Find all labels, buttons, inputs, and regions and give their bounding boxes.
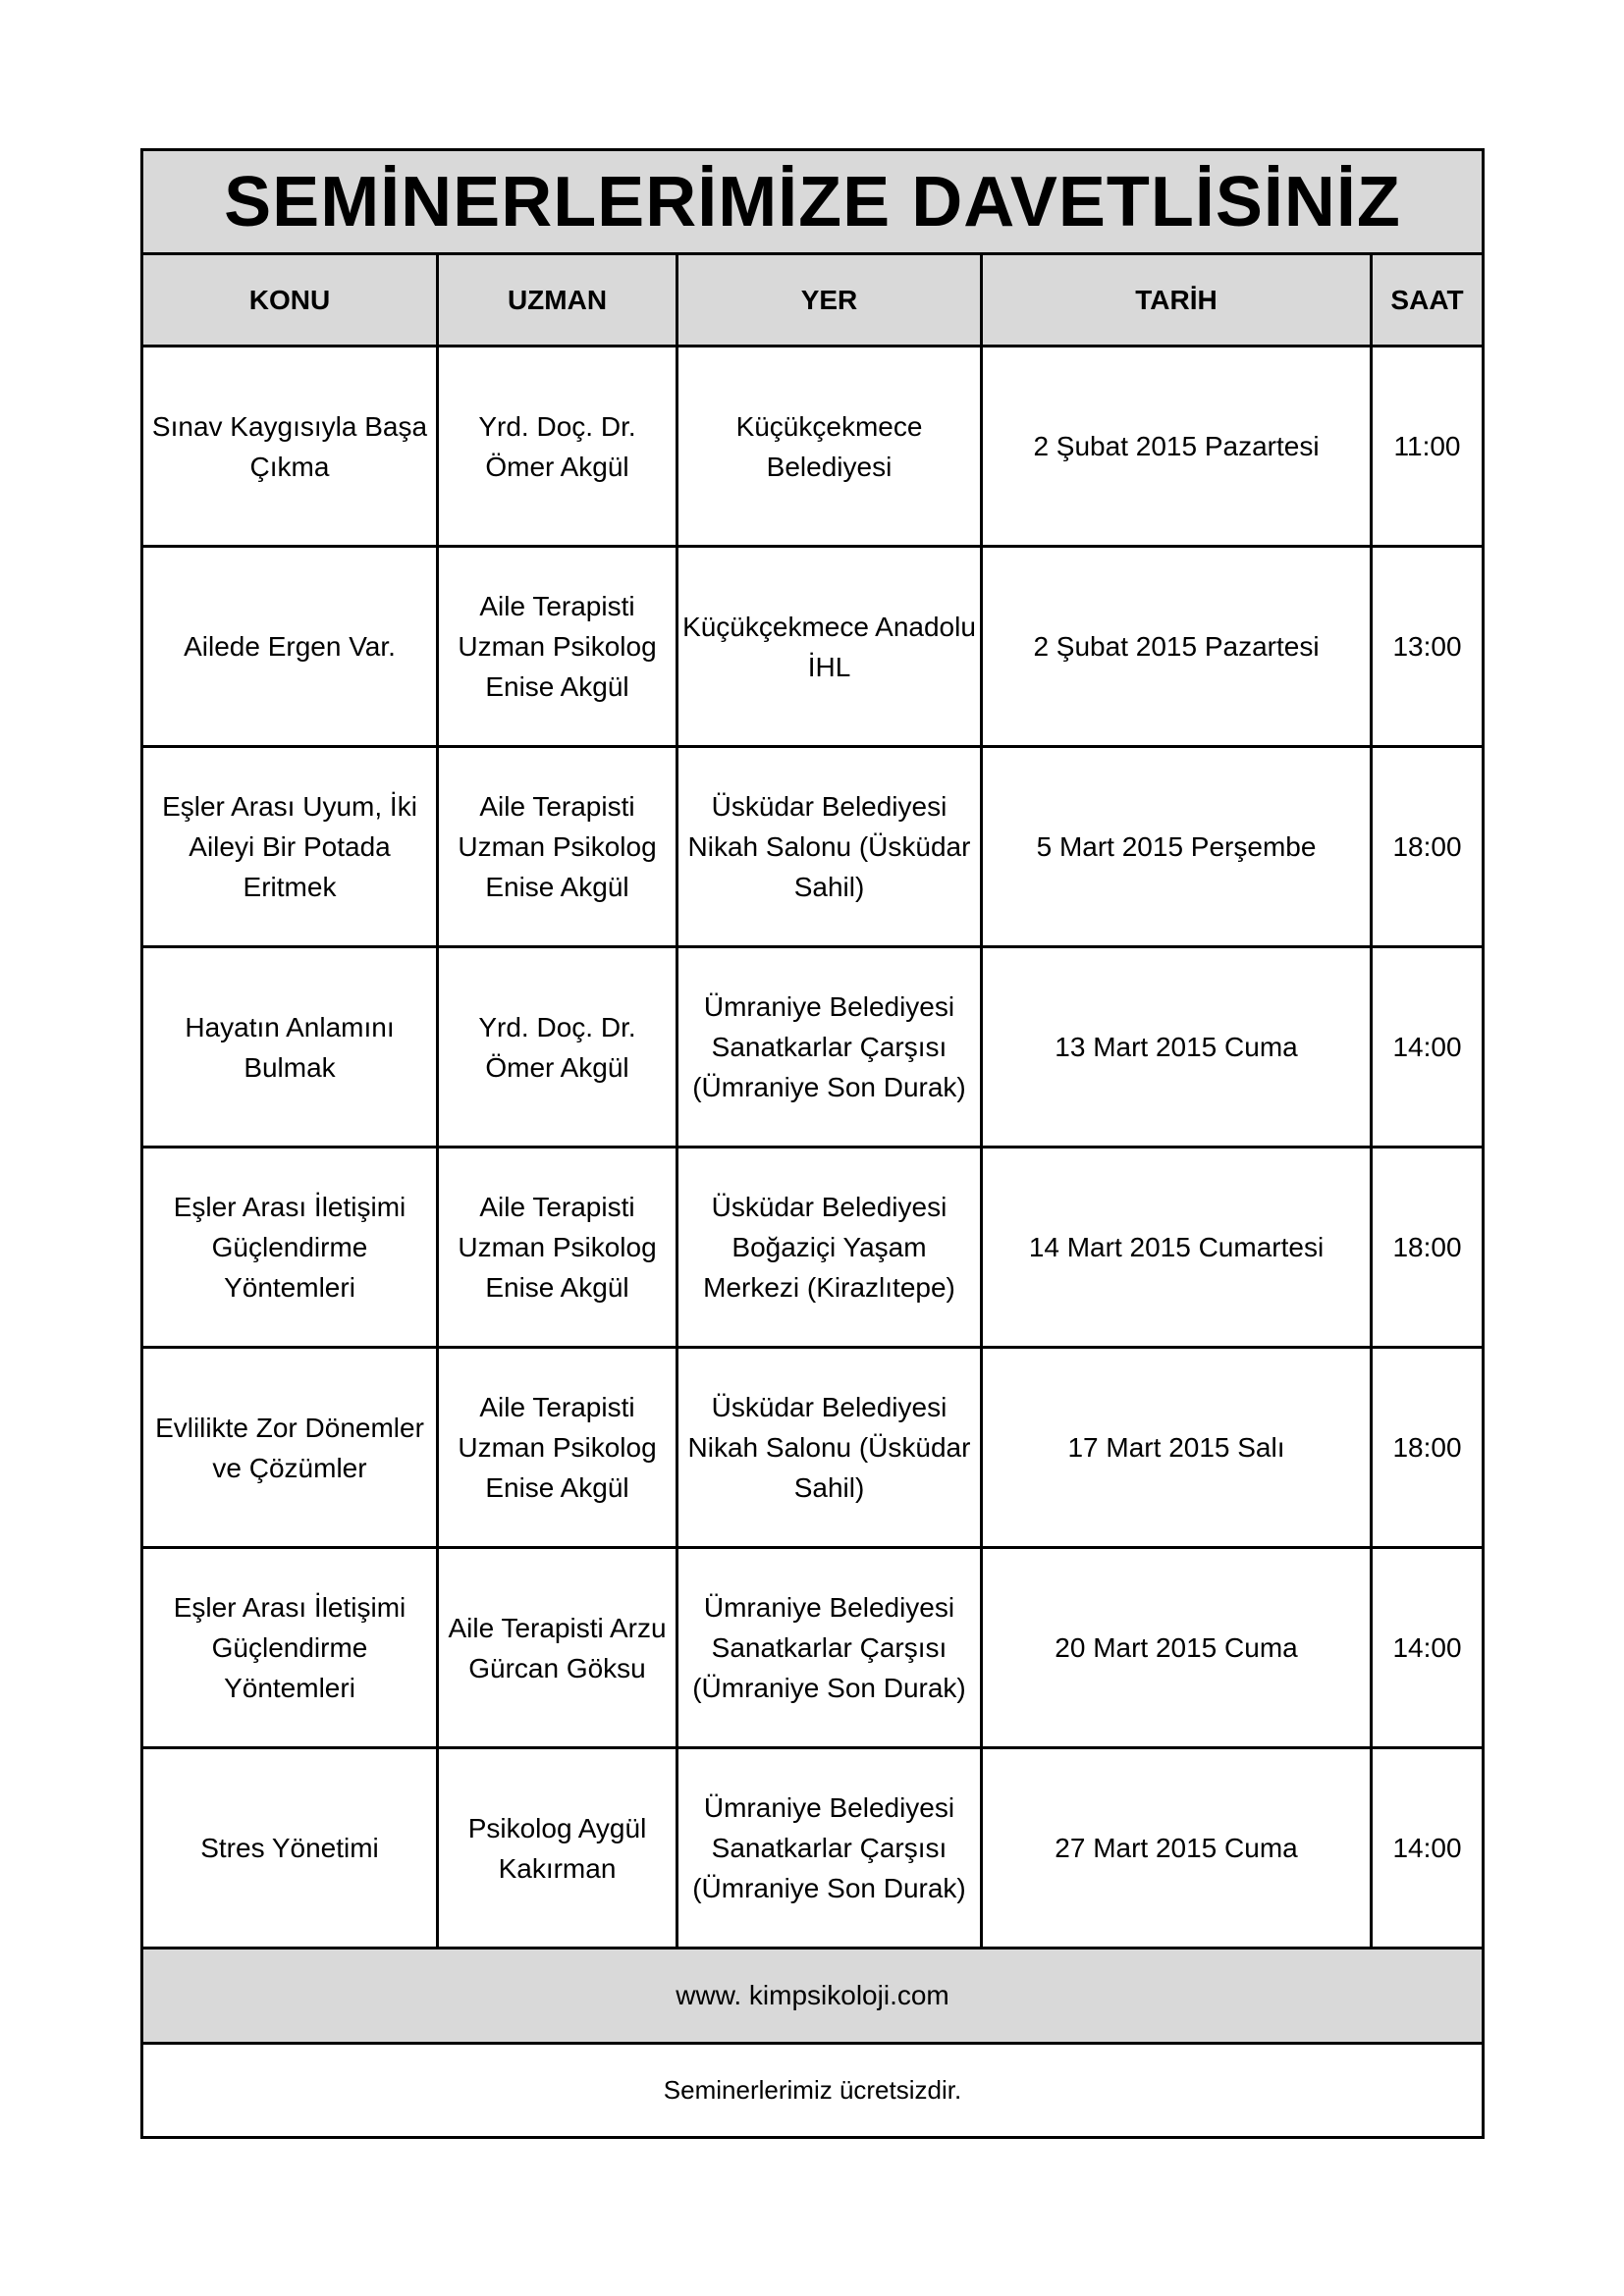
cell-uzman: Psikolog Aygül Kakırman [438,1748,677,1949]
seminar-table [140,148,1485,2139]
cell-konu: Stres Yönetimi [142,1748,438,1949]
cell-saat: 18:00 [1372,1348,1484,1548]
cell-saat: 11:00 [1372,347,1484,547]
cell-konu: Evlilikte Zor Dönemler ve Çözümler [142,1348,438,1548]
table-row [142,747,1484,947]
column-header-tarih: TARİH [982,254,1372,347]
header-row [142,254,1484,347]
cell-yer: Üsküdar Belediyesi Nikah Salonu (Üsküdar Sahil) [677,747,982,947]
cell-tarih: 13 Mart 2015 Cuma [982,947,1372,1148]
table-row [142,1748,1484,1949]
table-row [142,547,1484,747]
cell-uzman: Aile Terapisti Arzu Gürcan Göksu [438,1548,677,1748]
cell-yer: Üsküdar Belediyesi Boğaziçi Yaşam Merkezi (Kirazlıtepe) [677,1148,982,1348]
cell-konu: Sınav Kaygısıyla Başa Çıkma [142,347,438,547]
cell-yer: Küçükçekmece Belediyesi [677,347,982,547]
free-note: Seminerlerimiz ücretsizdir. [142,2044,1484,2138]
cell-yer: Ümraniye Belediyesi Sanatkarlar Çarşısı (Ümraniye Son Durak) [677,1748,982,1949]
table-row [142,347,1484,547]
cell-saat: 18:00 [1372,747,1484,947]
column-header-yer: YER [677,254,982,347]
column-header-konu: KONU [142,254,438,347]
cell-uzman: Aile Terapisti Uzman Psikolog Enise Akgül [438,547,677,747]
cell-uzman: Aile Terapisti Uzman Psikolog Enise Akgül [438,747,677,947]
cell-saat: 14:00 [1372,1748,1484,1949]
cell-konu: Hayatın Anlamını Bulmak [142,947,438,1148]
cell-uzman: Aile Terapisti Uzman Psikolog Enise Akgül [438,1148,677,1348]
table-row [142,1548,1484,1748]
table-row [142,1348,1484,1548]
title-row [142,150,1484,254]
cell-yer: Küçükçekmece Anadolu İHL [677,547,982,747]
cell-yer: Üsküdar Belediyesi Nikah Salonu (Üsküdar Sahil) [677,1348,982,1548]
table-row [142,947,1484,1148]
cell-yer: Ümraniye Belediyesi Sanatkarlar Çarşısı (Ümraniye Son Durak) [677,947,982,1148]
cell-saat: 18:00 [1372,1148,1484,1348]
cell-tarih: 17 Mart 2015 Salı [982,1348,1372,1548]
cell-saat: 14:00 [1372,1548,1484,1748]
website-row [142,1949,1484,2044]
cell-uzman: Yrd. Doç. Dr. Ömer Akgül [438,347,677,547]
website-link[interactable]: www. kimpsikoloji.com [142,1949,1484,2044]
note-row [142,2044,1484,2138]
cell-konu: Eşler Arası İletişimi Güçlendirme Yöntemleri [142,1148,438,1348]
column-header-saat: SAAT [1372,254,1484,347]
page-title: SEMİNERLERİMİZE DAVETLİSİNİZ [142,150,1484,254]
cell-konu: Ailede Ergen Var. [142,547,438,747]
cell-konu: Eşler Arası Uyum, İki Aileyi Bir Potada Eritmek [142,747,438,947]
cell-tarih: 5 Mart 2015 Perşembe [982,747,1372,947]
cell-uzman: Yrd. Doç. Dr. Ömer Akgül [438,947,677,1148]
cell-saat: 14:00 [1372,947,1484,1148]
cell-tarih: 2 Şubat 2015 Pazartesi [982,547,1372,747]
table-row [142,1148,1484,1348]
cell-tarih: 27 Mart 2015 Cuma [982,1748,1372,1949]
cell-uzman: Aile Terapisti Uzman Psikolog Enise Akgül [438,1348,677,1548]
cell-tarih: 2 Şubat 2015 Pazartesi [982,347,1372,547]
cell-yer: Ümraniye Belediyesi Sanatkarlar Çarşısı (Ümraniye Son Durak) [677,1548,982,1748]
cell-konu: Eşler Arası İletişimi Güçlendirme Yöntemleri [142,1548,438,1748]
cell-tarih: 20 Mart 2015 Cuma [982,1548,1372,1748]
cell-saat: 13:00 [1372,547,1484,747]
cell-tarih: 14 Mart 2015 Cumartesi [982,1148,1372,1348]
column-header-uzman: UZMAN [438,254,677,347]
